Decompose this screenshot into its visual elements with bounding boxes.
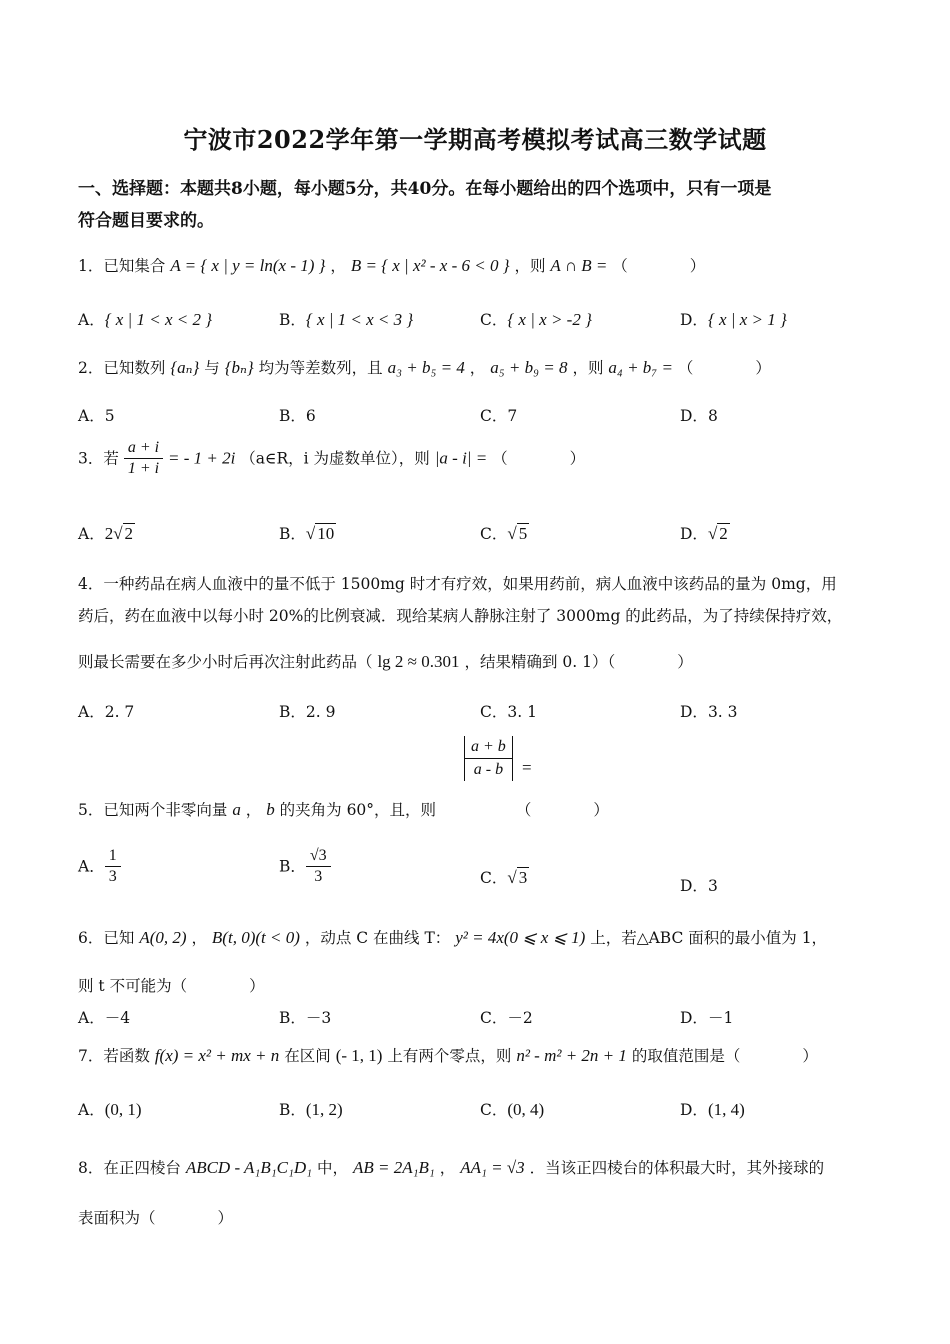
q2-mid2: ，则 [572,359,604,377]
q3-numerator: a + i [124,438,163,459]
question-5 [78,800,609,820]
q5-vector-b: b [266,800,275,819]
q3-option-d[interactable]: D．√ 2 [680,524,728,543]
q4-line3a: 则最长需要在多少小时后再次注射此药品（ [78,653,373,671]
q4-line3 [78,652,693,672]
q1-option-c[interactable]: C．{ x | x > -2 } [480,310,592,329]
q8-prefix: 8．在正四棱台 [78,1159,181,1177]
q2-option-b[interactable]: B．6 [279,407,316,425]
q8-tail: ．当该正四棱台的体积最大时，其外接球的 [529,1159,825,1177]
q7-option-a[interactable]: A．(0, 1) [78,1100,142,1119]
q1-set-a: A = { x | y = ln(x - 1) } [170,256,326,275]
q4-option-b[interactable]: B．2. 9 [279,703,336,721]
q2-sep: ， [469,359,486,377]
q3-option-b[interactable]: B．√ 10 [279,524,335,543]
section-heading-line2: 符合题目要求的。 [78,211,214,231]
q5-option-c[interactable]: C．√ 3 [480,868,528,887]
q6-sep: ， [191,929,207,947]
q4-line1: 4．一种药品在病人血液中的量不低于 1500mg 时才有疗效，如果用药前，病人血液中该药品的量为 0mg，用 [78,575,837,593]
q5-prefix: 5．已知两个非零向量 [78,801,228,819]
q4-option-c[interactable]: C．3. 1 [480,703,537,721]
section-heading-line1: 一、选择题：本题共8小题，每小题5分，共40分。在每小题给出的四个选项中，只有一项是 [78,179,772,199]
q2-and: 与 [204,359,220,377]
q6-option-b[interactable]: B．－3 [279,1009,332,1027]
q4-option-a[interactable]: A．2. 7 [78,703,135,721]
q8-line2: 表面积为（ ） [78,1209,234,1227]
q8-solid: ABCD - A₁B₁C₁D₁ [185,1158,313,1177]
q6-point-a: A(0, 2) [139,928,187,947]
q4-line3b: ，结果精确到 0. 1）（ ） [464,653,693,671]
q5-option-b[interactable]: B． $\frac{√3}{3}$ [279,846,331,887]
q1-set-b: B = { x | x² - x - 6 < 0 } [350,256,510,275]
q5-denominator: a - b [464,759,513,781]
q5-fraction [464,736,513,781]
q2-paren: （ ） [677,359,771,377]
q7-mid: 在区间 [284,1047,331,1065]
q2-expr: a₄ + b₇ = [608,358,673,377]
q3-condition: （a∈R，i 为虚数单位），则 [240,449,430,468]
q4-option-d[interactable]: D．3. 3 [680,703,738,721]
q2-eq2: a₅ + b₉ = 8 [490,358,568,377]
q1-paren: （ ） [612,257,706,275]
question-2 [78,358,771,378]
q3-prefix: 3．若 [78,449,119,468]
q7-prefix: 7．若函数 [78,1047,150,1065]
q1-option-d[interactable]: D．{ x | x > 1 } [680,310,787,329]
q5-numerator: a + b [464,736,513,759]
q2-eq1: a₃ + b₅ = 4 [387,358,465,377]
question-1 [78,256,705,276]
q3-paren: （ ） [492,449,586,468]
q7-mid2: 上有两个零点，则 [387,1047,512,1065]
q3-expr: |a - i| = [434,448,488,468]
q1-mid: ，则 [514,257,546,275]
q5-option-d[interactable]: D．3 [680,877,718,895]
q8-eq2: AA₁ = √3 [460,1158,525,1177]
q3-option-c[interactable]: C．√ 5 [480,524,528,543]
question-3 [78,438,585,479]
question-6 [78,928,827,948]
q1-option-a[interactable]: A．{ x | 1 < x < 2 } [78,310,213,329]
q5-equals: = [522,758,532,777]
question-7 [78,1046,818,1066]
q5-mid: 的夹角为 60°，且，则 [279,801,437,819]
q7-option-b[interactable]: B．(1, 2) [279,1100,343,1119]
q2-option-d[interactable]: D．8 [680,407,718,425]
q6-option-d[interactable]: D．－1 [680,1009,734,1027]
q3-fraction [124,438,163,479]
q6-option-a[interactable]: A．－4 [78,1009,131,1027]
q6-option-c[interactable]: C．－2 [480,1009,533,1027]
q7-tail: 的取值范围是（ ） [631,1047,818,1065]
q5-vector-a: a [232,800,241,819]
q5-option-a[interactable]: A． $\frac{1}{3}$ [78,846,121,887]
q3-option-a[interactable]: A．2√ 2 [78,524,134,543]
q6-point-b: B(t, 0)(t < 0) [211,928,300,947]
q6-prefix: 6．已知 [78,929,135,947]
q1-prefix: 1．已知集合 [78,257,166,275]
q2-prefix: 2．已知数列 [78,359,166,377]
q2-mid: 均为等差数列，且 [258,359,383,377]
q2-option-a[interactable]: A．5 [78,407,115,425]
q5-sep: ， [245,801,262,819]
q8-sep: ， [439,1159,456,1177]
q8-mid: 中， [317,1159,349,1177]
q7-option-c[interactable]: C．(0, 4) [480,1100,545,1119]
q1-option-b[interactable]: B．{ x | 1 < x < 3 } [279,310,414,329]
question-8 [78,1158,824,1178]
q3-rhs: = - 1 + 2i [168,448,236,468]
q7-function: f(x) = x² + mx + n [154,1046,280,1065]
q6-curve: y² = 4x(0 ⩽ x ⩽ 1) [455,928,586,947]
q7-interval: (- 1, 1) [335,1046,383,1065]
q7-option-d[interactable]: D．(1, 4) [680,1100,745,1119]
q6-tail: 上，若△ABC 面积的最小值为 1， [590,929,828,947]
q1-sep: ， [330,257,346,275]
q8-eq1: AB = 2A₁B₁ [352,1158,435,1177]
q2-seq-a: {aₙ} [170,358,200,377]
q5-paren: （ ） [515,801,609,819]
q2-option-c[interactable]: C．7 [480,407,518,425]
q4-lg-hint: lg 2 ≈ 0.301 [377,652,460,671]
q3-denominator: 1 + i [127,460,160,477]
q4-line2: 药后，药在血液中以每小时 20%的比例衰减．现给某病人静脉注射了 3000mg 的此药品，为了持续保持疗效， [78,607,843,625]
q6-mid: ，动点 C 在曲线 T： [304,929,451,947]
q1-expr: A ∩ B = [550,256,608,275]
q7-expr: n² - m² + 2n + 1 [516,1046,627,1065]
q2-seq-b: {bₙ} [224,358,254,377]
q5-abs-ratio [464,736,532,781]
q6-line2: 则 t 不可能为（ ） [78,977,265,995]
page-title: 宁波市2022学年第一学期高考模拟考试高三数学试题 [183,125,767,154]
